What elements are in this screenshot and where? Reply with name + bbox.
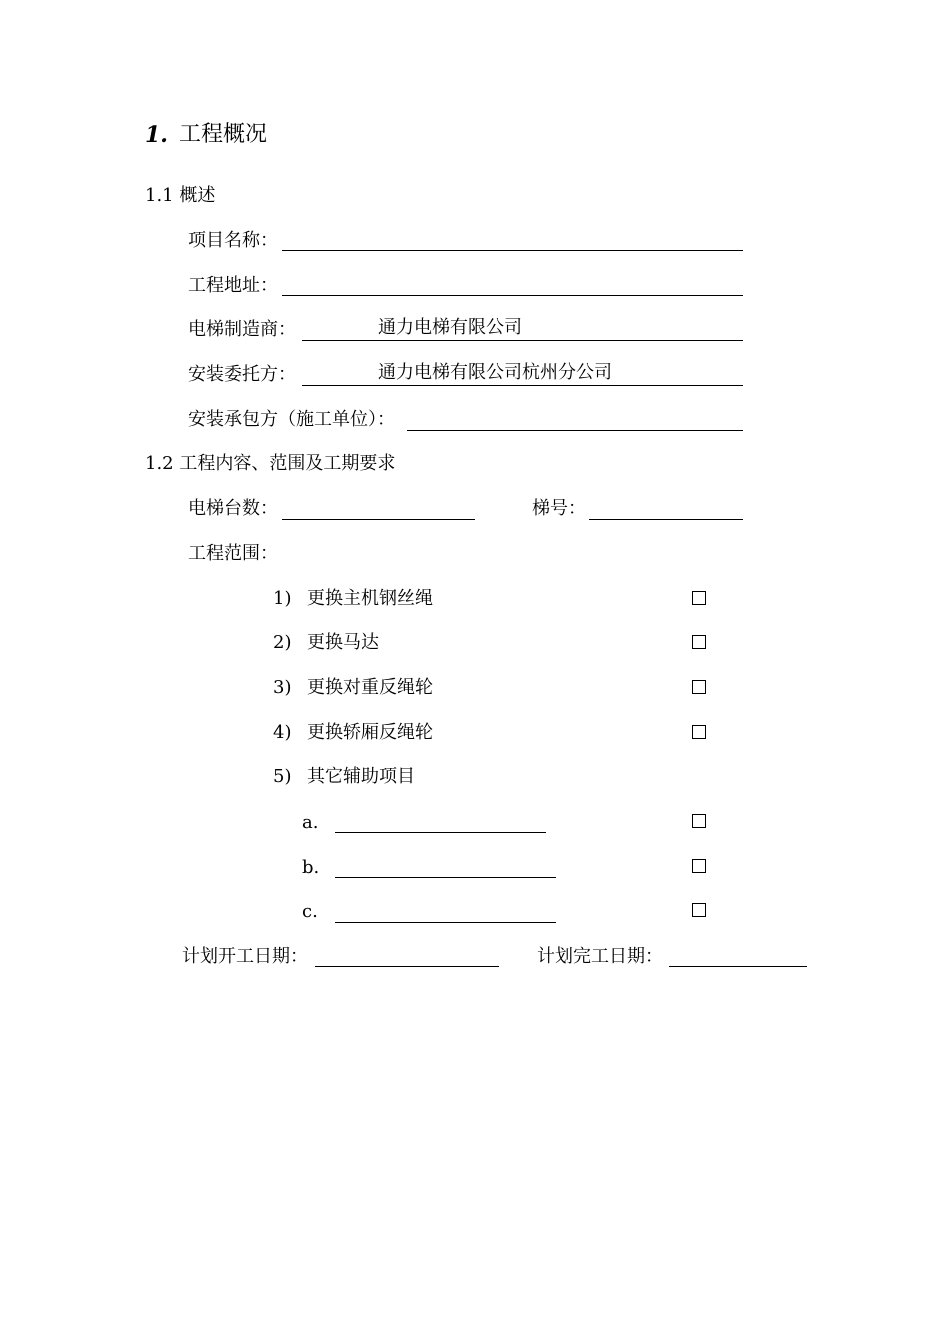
sub-item-field[interactable]	[335, 810, 546, 833]
sub-item-field[interactable]	[335, 855, 556, 878]
scope-item-text: 其它辅助项目	[307, 766, 415, 787]
scope-item-num: 2)	[273, 632, 292, 653]
elevator-count-field[interactable]	[282, 497, 475, 520]
manufacturer-value: 通力电梯有限公司	[378, 317, 522, 338]
scope-item-text: 更换主机钢丝绳	[307, 588, 433, 609]
project-address-field[interactable]	[282, 273, 743, 296]
scope-heading: 1.2 工程内容、范围及工期要求	[145, 453, 396, 474]
scope-item-num: 3)	[273, 677, 292, 698]
sub-item-letter: a.	[302, 812, 319, 833]
scope-item-checkbox[interactable]	[692, 725, 706, 739]
sub-item-letter: b.	[302, 857, 320, 878]
elevator-count-label: 电梯台数：	[188, 498, 278, 519]
start-date-field[interactable]	[315, 944, 499, 967]
sub-item-letter: c.	[302, 901, 318, 922]
elevator-no-field[interactable]	[589, 497, 743, 520]
client-field[interactable]	[302, 363, 743, 386]
sub-item-checkbox[interactable]	[692, 814, 706, 828]
scope-item-checkbox[interactable]	[692, 680, 706, 694]
project-name-field[interactable]	[282, 228, 743, 251]
scope-item-num: 1)	[273, 588, 292, 609]
scope-item-text: 更换轿厢反绳轮	[307, 722, 433, 743]
sub-item-checkbox[interactable]	[692, 903, 706, 917]
scope-item-text: 更换马达	[307, 632, 379, 653]
scope-item-checkbox[interactable]	[692, 635, 706, 649]
contractor-label: 安装承包方（施工单位）：	[188, 409, 395, 430]
sub-item-checkbox[interactable]	[692, 859, 706, 873]
project-address-label: 工程地址：	[188, 275, 278, 296]
manufacturer-label: 电梯制造商：	[188, 319, 296, 340]
scope-label: 工程范围：	[188, 543, 278, 564]
contractor-field[interactable]	[407, 408, 743, 431]
scope-item-num: 4)	[273, 722, 292, 743]
section-title: 工程概况	[179, 122, 268, 147]
client-value: 通力电梯有限公司杭州分公司	[378, 362, 612, 383]
client-label: 安装委托方：	[188, 364, 296, 385]
scope-item-checkbox[interactable]	[692, 591, 706, 605]
overview-heading: 1.1 概述	[145, 185, 216, 206]
manufacturer-field[interactable]	[302, 318, 743, 341]
project-name-label: 项目名称：	[188, 230, 278, 251]
section-number: 1.	[145, 122, 168, 148]
sub-item-field[interactable]	[335, 900, 556, 923]
elevator-no-label: 梯号：	[532, 498, 586, 519]
start-date-label: 计划开工日期：	[182, 946, 308, 967]
end-date-label: 计划完工日期：	[537, 946, 663, 967]
scope-item-num: 5)	[273, 766, 292, 787]
end-date-field[interactable]	[669, 944, 807, 967]
scope-item-text: 更换对重反绳轮	[307, 677, 433, 698]
